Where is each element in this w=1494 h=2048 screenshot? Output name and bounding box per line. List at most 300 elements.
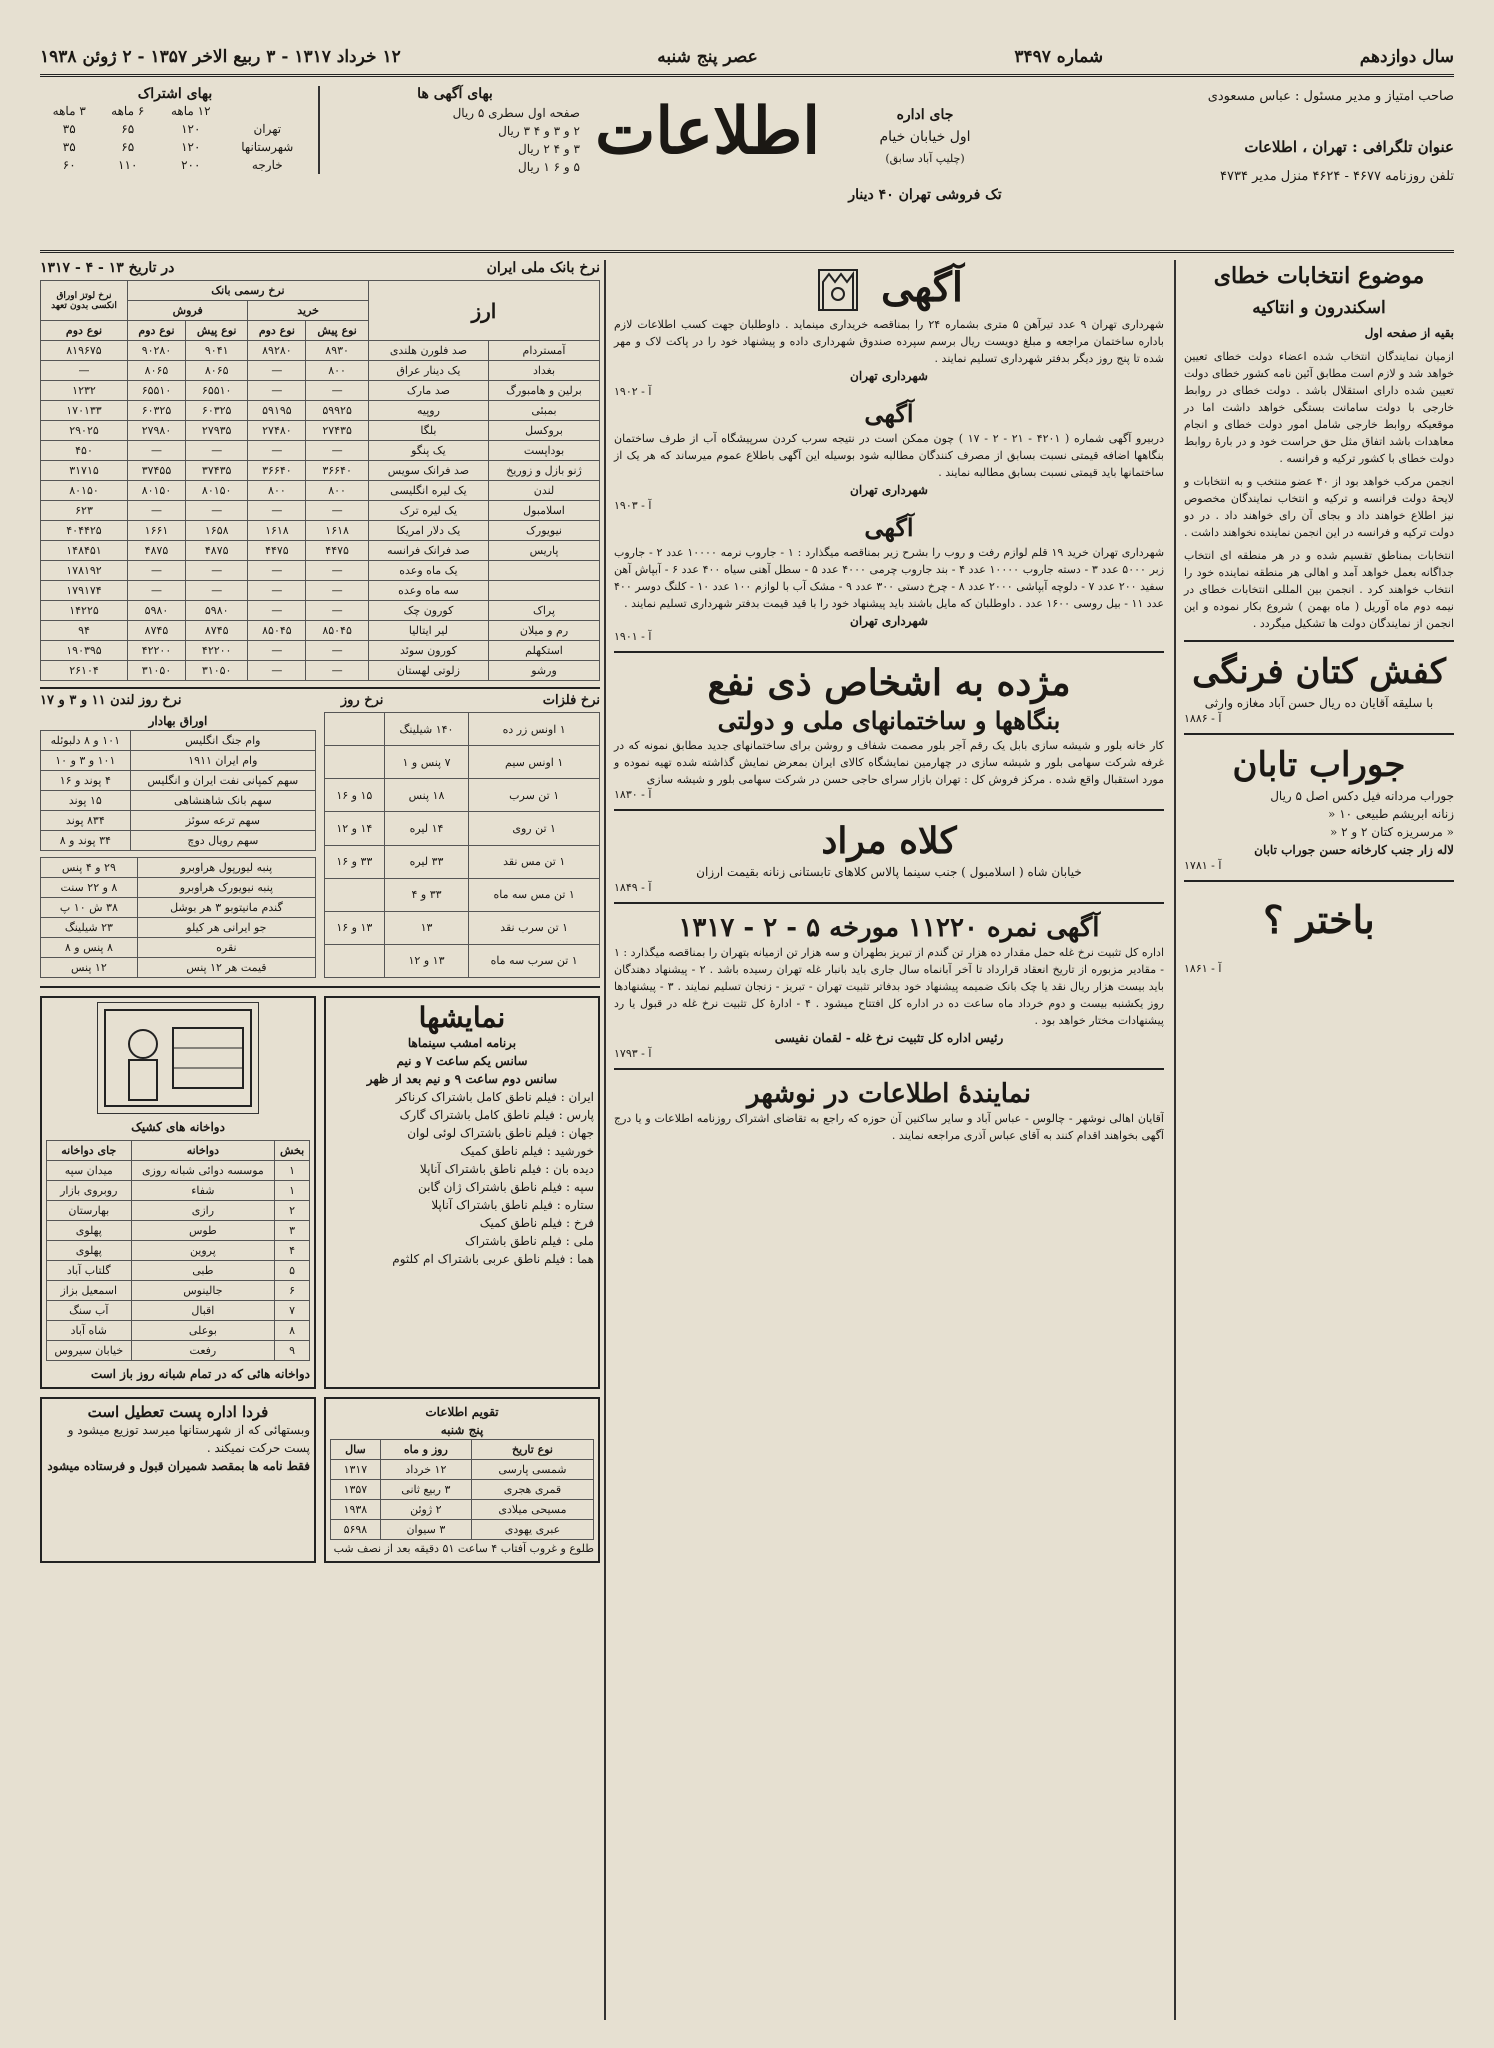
- metal-cell: ۱۸ پنس: [384, 779, 469, 812]
- subs-cell: ۱۲۰: [181, 122, 201, 136]
- bond-row: [41, 791, 316, 811]
- fx-cell: ۴۴۷۵: [248, 541, 306, 561]
- fx-cell: —: [306, 661, 368, 681]
- metal-cell: ۳۳ و ۴: [384, 878, 469, 911]
- fx-cell: ۵۹۹۲۵: [306, 401, 368, 421]
- subs-cell: ۶۵: [121, 122, 135, 136]
- pharmacy-cell: طبی: [131, 1261, 275, 1281]
- pharmacy-row: [47, 1281, 310, 1301]
- commodity-cell: جو ایرانی هر کیلو: [137, 918, 315, 938]
- shows-time-2: سانس دوم ساعت ۹ و نیم بعد از ظهر: [366, 1072, 558, 1086]
- bond-cell: سهم کمپانی نفت ایران و انگلیس: [130, 771, 315, 791]
- fx-cell: —: [306, 501, 368, 521]
- bond-row: [41, 831, 316, 851]
- phone-line: تلفن روزنامه ۴۶۷۷ - ۴۶۲۴ منزل مدیر ۴۷۳۴: [1220, 169, 1454, 184]
- metal-cell: ۱۴ لیره: [384, 812, 469, 845]
- metal-cell: ۷ پنس و ۱: [384, 746, 469, 779]
- ads-row: صفحه اول سطری ۵ ریال: [452, 106, 580, 120]
- fx-cell: ۱۹۰۳۹۵: [41, 641, 128, 661]
- bank-rate-title: نرخ بانک ملی ایران: [486, 260, 600, 276]
- fx-cell: —: [306, 581, 368, 601]
- metal-row: [325, 812, 600, 845]
- fx-cell: ۶۵۵۱۰: [185, 381, 247, 401]
- fx-head-buy: خرید: [248, 301, 368, 321]
- bond-cell: سهم ترعه سوئز: [130, 811, 315, 831]
- bond-cell: ۱۵ پوند: [41, 791, 131, 811]
- calendar-row: [331, 1500, 594, 1520]
- calendar-cell: قمری هجری: [471, 1480, 593, 1500]
- newspaper-page: [40, 40, 1454, 2020]
- pharmacy-cell: ۴: [275, 1241, 310, 1261]
- fx-cell: ۸۰۱۵۰: [128, 481, 186, 501]
- metal-row: [325, 746, 600, 779]
- election-headline: موضوع انتخابات خطای: [1213, 263, 1425, 289]
- show-item: فرخ : فیلم ناطق کمیک: [479, 1216, 594, 1230]
- fx-row: [41, 481, 600, 501]
- calendar-cell: ۱۳۱۷: [331, 1460, 381, 1480]
- subs-cell: ۶۵: [121, 140, 135, 154]
- fx-cell: —: [248, 501, 306, 521]
- fx-cell: ۸۱۹۶۷۵: [41, 341, 128, 361]
- fx-cell: ۵۹۸۰: [185, 601, 247, 621]
- fx-head-official: نرخ رسمی بانک: [128, 281, 369, 301]
- calendar-cell: ۲ ژوئن: [380, 1500, 471, 1520]
- pharmacy-cell: ۱: [275, 1161, 310, 1181]
- fx-cell: —: [248, 441, 306, 461]
- socks-ad-title: جوراب تابان: [1232, 745, 1406, 785]
- metal-row: [325, 878, 600, 911]
- pharmacy-cell: جالینوس: [131, 1281, 275, 1301]
- calendar-row: [331, 1480, 594, 1500]
- calendar-cell: ۱۹۳۸: [331, 1500, 381, 1520]
- pharmacy-box: [40, 996, 316, 1389]
- office-label: جای اداره: [896, 107, 954, 123]
- subs-cell: تهران: [253, 122, 282, 136]
- metal-row: [325, 944, 600, 977]
- fx-cell: ۱۷۸۱۹۲: [41, 561, 128, 581]
- fx-row: [41, 561, 600, 581]
- commodity-cell: ۲۹ و ۴ پنس: [41, 858, 138, 878]
- pharmacy-cell: ۶: [275, 1281, 310, 1301]
- fx-cell: یک دلار امریکا: [368, 521, 488, 541]
- metal-cell: ۳۳ و ۱۶: [325, 845, 385, 878]
- calendar-cell: ۱۳۵۷: [331, 1480, 381, 1500]
- shows-title: نمایشها: [418, 1001, 506, 1034]
- fx-cell: ۸۰۶۵: [185, 361, 247, 381]
- pharmacy-cell: رازی: [131, 1201, 275, 1221]
- fx-head-sell: فروش: [128, 301, 248, 321]
- election-subhead: اسکندرون و انتاکیه: [1252, 298, 1386, 318]
- socks-ad-row: زنانه ابریشم طبیعی ۱۰ «: [1328, 807, 1454, 821]
- pharmacy-row: [47, 1241, 310, 1261]
- commodity-cell: گندم مانیتوبو ۳ هر بوشل: [137, 898, 315, 918]
- office-box: [830, 104, 1020, 206]
- pharmacy-cell: پهلوی: [47, 1241, 132, 1261]
- fx-sub-head: نوع دوم: [248, 321, 306, 341]
- fx-cell: رم و میلان: [489, 621, 600, 641]
- fx-cell: صد فرانک سویس: [368, 461, 488, 481]
- show-item: پارس : فیلم ناطق کامل باشتراک گارک: [399, 1108, 594, 1122]
- fx-cell: —: [128, 561, 186, 581]
- fx-row: [41, 381, 600, 401]
- ads-row: ۳ و ۴ ۲ ریال: [518, 142, 580, 156]
- fx-row: [41, 661, 600, 681]
- pharmacy-cell: پروین: [131, 1241, 275, 1261]
- subs-cell: ۱۲۰: [181, 140, 201, 154]
- fx-cell: ۸۵۰۴۵: [248, 621, 306, 641]
- fx-cell: اسلامبول: [489, 501, 600, 521]
- divider: [1184, 880, 1454, 882]
- fx-cell: ۳۱۰۵۰: [128, 661, 186, 681]
- show-item: هما : فیلم ناطق عربی باشتراک ام کلثوم: [392, 1252, 594, 1266]
- bond-cell: ۱۰۱ و ۸ دلبوئله: [41, 731, 131, 751]
- cotton-table: [40, 857, 316, 978]
- ads-row: ۲ و ۳ و ۴ ۳ ریال: [498, 124, 580, 138]
- metal-cell: ۱ تن مس نقد: [469, 845, 600, 878]
- metal-cell: ۱۳ و ۱۲: [384, 944, 469, 977]
- telegraph-line: عنوان تلگرافی : تهران ، اطلاعات: [1244, 138, 1454, 156]
- metal-cell: [325, 713, 385, 746]
- fx-cell: ۴۵۰: [41, 441, 128, 461]
- fx-cell: ۲۷۴۳۵: [306, 421, 368, 441]
- show-item: ملی : فیلم ناطق باشتراک: [465, 1234, 594, 1248]
- fx-sub-head: نوع دوم: [128, 321, 186, 341]
- fx-cell: ۴۴۷۵: [306, 541, 368, 561]
- pharmacy-table: [46, 1140, 310, 1361]
- fx-cell: ۲۹۰۲۵: [41, 421, 128, 441]
- pharmacist-icon: [103, 1008, 253, 1108]
- bonds-title: اوراق بهادار: [148, 714, 208, 728]
- pharmacy-row: [47, 1321, 310, 1341]
- fx-cell: ۴۲۲۰۰: [128, 641, 186, 661]
- commodity-row: [41, 938, 316, 958]
- pharmacy-cell: ۸: [275, 1321, 310, 1341]
- subs-head: ۳ ماهه: [52, 104, 86, 118]
- fx-cell: [489, 561, 600, 581]
- fx-cell: زلوتی لهستان: [368, 661, 488, 681]
- pharmacy-cell: ۷: [275, 1301, 310, 1321]
- fx-cell: بوداپست: [489, 441, 600, 461]
- fx-row: [41, 521, 600, 541]
- bond-row: [41, 731, 316, 751]
- calendar-head: روز و ماه: [380, 1440, 471, 1460]
- fx-row: [41, 421, 600, 441]
- left-column: [40, 260, 600, 2020]
- fx-cell: لیر ایتالیا: [368, 621, 488, 641]
- calendar-cell: شمسی پارسی: [471, 1460, 593, 1480]
- pharmacy-note: دواخانه هائی که در تمام شبانه روز باز است: [90, 1367, 310, 1381]
- bond-cell: ۳۴ پوند و ۸: [41, 831, 131, 851]
- fx-cell: نیویورک: [489, 521, 600, 541]
- pharmacy-head: جای دواخانه: [47, 1141, 132, 1161]
- fx-cell: —: [306, 381, 368, 401]
- show-item: ستاره : فیلم ناطق باشتراک آناپلا: [431, 1198, 594, 1212]
- pharmacy-cell: ۳: [275, 1221, 310, 1241]
- pharmacy-row: [47, 1161, 310, 1181]
- commodity-cell: پنبه لیورپول هراوبرو: [137, 858, 315, 878]
- notice-3-sign: شهرداری تهران: [850, 614, 928, 628]
- calendar-box: [324, 1397, 600, 1563]
- fx-cell: ۶۲۳: [41, 501, 128, 521]
- subs-cell: ۶۰: [62, 158, 76, 172]
- subs-title: بهای اشتراک: [137, 86, 213, 102]
- fx-row: [41, 501, 600, 521]
- calendar-table: [330, 1439, 594, 1540]
- commodity-row: [41, 898, 316, 918]
- divider: [614, 1068, 1164, 1070]
- calendar-row: [331, 1520, 594, 1540]
- commodity-cell: ۸ و ۲۲ سنت: [41, 878, 138, 898]
- good-news-subtitle: بنگاهها و ساختمانهای ملی و دولتی: [717, 706, 1061, 735]
- fx-cell: ۱۴۸۴۵۱: [41, 541, 128, 561]
- fx-cell: بلگا: [368, 421, 488, 441]
- shoe-ad-text: با سلیقه آقایان ده ریال حسن آباد مغازه وارثی: [1204, 696, 1434, 710]
- pharmacy-cell: پهلوی: [47, 1221, 132, 1241]
- fx-head-free: نرخ لوتز اوراق انکسی بدون تعهد: [41, 281, 128, 321]
- metal-row: [325, 779, 600, 812]
- notice-1-sign: شهرداری تهران: [850, 369, 928, 383]
- fx-cell: ۱۶۱۸: [306, 521, 368, 541]
- metal-cell: [325, 746, 385, 779]
- pharmacy-head: دواخانه: [131, 1141, 275, 1161]
- metal-cell: [325, 944, 385, 977]
- dateline: [40, 40, 1454, 77]
- fx-cell: صد فلورن هلندی: [368, 341, 488, 361]
- pharmacy-cell: ۹: [275, 1341, 310, 1361]
- fx-cell: پراک: [489, 601, 600, 621]
- fx-cell: ۸۰۰: [306, 361, 368, 381]
- bakhtar-ad-title: باختر ؟: [1263, 897, 1375, 942]
- metal-london: نرخ روز لندن ۱۱ و ۳ و ۱۷: [40, 693, 182, 708]
- fx-cell: ۱۶۱۸: [248, 521, 306, 541]
- continued-note: بقیه از صفحه اول: [1364, 326, 1454, 340]
- pharmacy-head: بخش: [275, 1141, 310, 1161]
- metal-day: نرخ روز: [340, 693, 384, 708]
- fx-row: [41, 341, 600, 361]
- fx-cell: ۶۰۳۲۵: [185, 401, 247, 421]
- rep-text: آقایان اهالی نوشهر - چالوس - عباس آباد و سایر ساکنین آن حوزه که راجع به تقاضای اشتراک روزنامه اطلاعات و یا درج آگهی بخواهند اقدام کنند به آقای عباس آذری مراجعه نمایند .: [614, 1112, 1164, 1142]
- metal-cell: ۱ اونس سیم: [469, 746, 600, 779]
- hat-shop-title: کلاه مراد: [821, 820, 957, 862]
- fx-cell: ۲۷۹۸۰: [128, 421, 186, 441]
- fx-cell: ۹۰۲۸۰: [128, 341, 186, 361]
- metal-row: [325, 713, 600, 746]
- bond-cell: ۴ پوند و ۱۶: [41, 771, 131, 791]
- fx-head-currency: ارز: [368, 281, 599, 341]
- socks-ad-row: لاله زار جنب کارخانه حسن جوراب تابان: [1254, 843, 1454, 857]
- calendar-title: تقویم اطلاعات: [425, 1405, 499, 1419]
- metal-cell: ۱۴۰ شیلینگ: [384, 713, 469, 746]
- fx-cell: ۱۶۶۱: [128, 521, 186, 541]
- subs-table: [40, 102, 310, 174]
- fx-cell: یک لیره ترک: [368, 501, 488, 521]
- commodity-cell: ۱۲ پنس: [41, 958, 138, 978]
- commodity-row: [41, 858, 316, 878]
- fx-cell: ۴۸۷۵: [128, 541, 186, 561]
- fx-cell: یک دینار عراق: [368, 361, 488, 381]
- fx-cell: —: [248, 581, 306, 601]
- fx-sub-head: نوع پیش: [185, 321, 247, 341]
- calendar-cell: ۵۶۹۸: [331, 1520, 381, 1540]
- year-label: سال دوازدهم: [1359, 47, 1454, 67]
- fx-cell: ۲۶۱۰۴: [41, 661, 128, 681]
- fx-row: [41, 441, 600, 461]
- show-item: سپه : فیلم ناطق باشتراک ژان گابن: [417, 1180, 594, 1194]
- calendar-cell: ۳ سیوان: [380, 1520, 471, 1540]
- subs-cell: ۱۱۰: [118, 158, 138, 172]
- pharmacy-row: [47, 1201, 310, 1221]
- metal-cell: ۱۴ و ۱۲: [325, 812, 385, 845]
- fx-cell: استکهلم: [489, 641, 600, 661]
- pharmacy-cell: رفعت: [131, 1341, 275, 1361]
- pharmacy-cell: ۲: [275, 1201, 310, 1221]
- metal-cell: ۱ اونس زر ده: [469, 713, 600, 746]
- pharmacy-cell: گلتاب آباد: [47, 1261, 132, 1281]
- pharmacy-cell: ۵: [275, 1261, 310, 1281]
- fx-row: [41, 581, 600, 601]
- fx-sub-head: نوع دوم: [41, 321, 128, 341]
- fx-cell: ۸۰۶۵: [128, 361, 186, 381]
- fx-cell: ۳۷۴۵۵: [128, 461, 186, 481]
- fx-cell: ۳۷۴۳۵: [185, 461, 247, 481]
- newspaper-logo: اطلاعات: [595, 94, 820, 169]
- pharmacy-cell: بوعلی: [131, 1321, 275, 1341]
- owner-line: صاحب امتیاز و مدیر مسئول : عباس مسعودی: [1207, 89, 1454, 104]
- rep-title: نمایندهٔ اطلاعات در نوشهر: [747, 1079, 1031, 1109]
- fx-cell: ۱۴۲۲۵: [41, 601, 128, 621]
- fx-sub-head: نوع پیش: [306, 321, 368, 341]
- pharmacy-cell: موسسه دوائی شبانه روزی: [131, 1161, 275, 1181]
- divider: [614, 809, 1164, 811]
- masthead-center: [595, 90, 1020, 240]
- pharmacy-row: [47, 1221, 310, 1241]
- fx-cell: ۸۷۴۵: [128, 621, 186, 641]
- fx-cell: ۱۶۵۸: [185, 521, 247, 541]
- bonds-table: [40, 730, 316, 851]
- fx-cell: ۹۴: [41, 621, 128, 641]
- commodity-row: [41, 958, 316, 978]
- divider: [1184, 733, 1454, 735]
- socks-ad-row: جوراب مردانه فیل دکس اصل ۵ ریال: [1270, 789, 1454, 803]
- show-item: جهان : فیلم ناطق باشتراک لوئی لوان: [407, 1126, 594, 1140]
- shows-time-1: سانس یکم ساعت ۷ و نیم: [396, 1054, 528, 1068]
- commodity-cell: ۳۸ ش ۱۰ پ: [41, 898, 138, 918]
- right-column: [1174, 260, 1454, 2020]
- shoe-ad-code: آ - ۱۸۸۶: [1184, 712, 1222, 725]
- bond-cell: سهم رویال دوچ: [130, 831, 315, 851]
- notice-2-text: دربیرو آگهی شماره ( ۴۲۰۱ - ۲۱ - ۲ - ۱۷ ) چون ممکن است در نتیجه سرب کردن سرپیشگاه آب از طرف ساختمان بنگاهها اضافه قیمتی نسبت بسابق از مصرف کنندگان مطالبه شود بوسیله این آگهی باطلاع عموم میرساند که هر یک از ساختمانها باید قیمتی نسبت بسابق مطالبه نمایند .: [614, 432, 1164, 479]
- bank-rate-date: در تاریخ ۱۳ - ۴ - ۱۳۱۷: [40, 260, 175, 276]
- fx-row: [41, 641, 600, 661]
- fx-cell: صد فرانک فرانسه: [368, 541, 488, 561]
- fx-cell: ۵۹۸۰: [128, 601, 186, 621]
- subs-head: [225, 102, 310, 120]
- day-label: عصر پنج شنبه: [657, 47, 758, 67]
- fx-cell: —: [248, 361, 306, 381]
- subs-cell: شهرستانها: [241, 140, 294, 154]
- fx-table: [40, 280, 600, 681]
- fx-cell: سه ماه وعده: [368, 581, 488, 601]
- fx-cell: —: [248, 601, 306, 621]
- pharmacy-title: دواخانه های کشیک: [131, 1120, 225, 1134]
- subs-cell: ۲۰۰: [181, 158, 201, 172]
- divider: [1184, 640, 1454, 642]
- pharmacy-cell: بهارستان: [47, 1201, 132, 1221]
- price-label: تک فروشی تهران ۴۰ دینار: [848, 187, 1002, 203]
- fx-cell: ۳۶۶۴۰: [248, 461, 306, 481]
- good-news-code: آ - ۱۸۳۰: [614, 788, 652, 801]
- fx-cell: —: [128, 501, 186, 521]
- fx-cell: ۴۰۴۴۲۵: [41, 521, 128, 541]
- fx-cell: ۵۹۱۹۵: [248, 401, 306, 421]
- municipality-emblem-icon: [815, 260, 861, 316]
- fx-cell: ۲۷۴۸۰: [248, 421, 306, 441]
- fx-row: [41, 461, 600, 481]
- post-title: فردا اداره پست تعطیل است: [87, 1403, 269, 1421]
- masthead-owner-info: [1094, 86, 1454, 188]
- subs-cell: ۳۵: [62, 140, 76, 154]
- fx-cell: بروکسل: [489, 421, 600, 441]
- fx-cell: ۸۰۱۵۰: [41, 481, 128, 501]
- notice-4-text: اداره کل تثبیت نرخ غله حمل مقدار ده هزار تن گندم از تبریز بطهران و سه هزار تن ازمیانه بتهران را بمناقصه میگذارد : ۱ - مقادیر مزبوره از تاریخ انعقاد قرارداد تا آخر آبانماه سال جاری باید بانبار غله تهران رسیده باشد . ۲ - پیشنهاد دهندگان باید بیست هزار ریال نقد یا چک بانک ضمیمه پیشنهاد خود بدفاتر تثبیت تهران - تبریز - زنجان تسلیم نمایند . ۳ - پیشنهادها روز یکشنبه بیست و دوم خرداد ماه ساعت ده در اداره کل افتتاح میشود . ۴ - ادارۀ کل تثبیت نرخ غله در قبول یا رد پیشنهادات مختار خواهد بود .: [614, 946, 1164, 1027]
- fx-cell: —: [185, 441, 247, 461]
- fx-cell: —: [306, 441, 368, 461]
- notice-1-text: شهرداری تهران ۹ عدد تیرآهن ۵ متری بشماره ۲۴ را بمناقصه خریداری مینماید . داوطلبان جهت کسب اطلاعات لازم باداره ساختمان مراجعه و مبلغ دویست ریال برسم سپرده صندوق شهرداری داده و پیشنهاد خود را در پاکت لاک و مهر شده تا پنج روز دیگر بدفتر شهرداری تسلیم نمایند .: [614, 318, 1164, 365]
- pharmacy-cell: اقبال: [131, 1301, 275, 1321]
- metal-cell: ۱ تن روی: [469, 812, 600, 845]
- fx-cell: —: [185, 561, 247, 581]
- good-news-title: مژده به اشخاص ذی نفع: [707, 662, 1071, 704]
- pharmacy-row: [47, 1301, 310, 1321]
- fx-cell: ۴۸۷۵: [185, 541, 247, 561]
- divider: [614, 651, 1164, 653]
- metal-cell: ۱۳: [384, 911, 469, 944]
- fx-cell: بغداد: [489, 361, 600, 381]
- commodity-cell: قیمت هر ۱۲ پنس: [137, 958, 315, 978]
- calendar-cell: عبری یهودی: [471, 1520, 593, 1540]
- fx-cell: کورون چک: [368, 601, 488, 621]
- calendar-cell: ۱۲ خرداد: [380, 1460, 471, 1480]
- election-body-2: انجمن مرکب خواهد بود از ۴۰ عضو منتخب و به انتخابات و لایحۀ دولت فرانسه و ترکیه و انتخاب نمایندگان مخصوص نیز اطلاع خواهند داد و بجای آن رای خواهند داد . در دو دولت ترکیه و فرانسه در این انجمن نماینده نخواهند داشت .: [1184, 475, 1454, 539]
- pharmacy-cell: اسمعیل بزاز: [47, 1281, 132, 1301]
- fx-cell: پاریس: [489, 541, 600, 561]
- fx-cell: [489, 581, 600, 601]
- fx-cell: ۸۹۲۸۰: [248, 341, 306, 361]
- shows-subtitle: برنامه امشب سینماها: [407, 1036, 517, 1050]
- notice-2-code: آ - ۱۹۰۳: [614, 499, 652, 512]
- notice-4-sign: رئیس اداره کل تثبیت نرخ غله - لقمان نفیسی: [774, 1031, 1004, 1045]
- masthead: [40, 80, 1454, 253]
- fx-cell: —: [185, 581, 247, 601]
- subs-cell: ۳۵: [62, 122, 76, 136]
- fx-cell: ۳۱۰۵۰: [185, 661, 247, 681]
- bakhtar-ad-code: آ - ۱۸۶۱: [1184, 962, 1222, 975]
- pharmacy-cell: ۱: [275, 1181, 310, 1201]
- fx-cell: بمبئی: [489, 401, 600, 421]
- metal-cell: ۱ تن سرب نقد: [469, 911, 600, 944]
- calendar-cell: مسیحی میلادی: [471, 1500, 593, 1520]
- calendar-day: پنج شنبه: [440, 1423, 484, 1437]
- fx-cell: ۶۰۳۲۵: [128, 401, 186, 421]
- fx-cell: یک پنگو: [368, 441, 488, 461]
- subs-head: ۶ ماهه: [111, 104, 145, 118]
- shoe-ad-title: کفش کتان فرنگی: [1192, 652, 1446, 692]
- calendar-sun: طلوع و غروب آفتاب ۴ ساعت ۵۱ دقیقه بعد از نصف شب: [333, 1542, 594, 1555]
- metal-cell: ۱۵ و ۱۶: [325, 779, 385, 812]
- show-item: ایران : فیلم ناطق کامل باشتراک کرناکر: [395, 1090, 594, 1104]
- notice-4-code: آ - ۱۷۹۳: [614, 1047, 652, 1060]
- commodity-cell: نقره: [137, 938, 315, 958]
